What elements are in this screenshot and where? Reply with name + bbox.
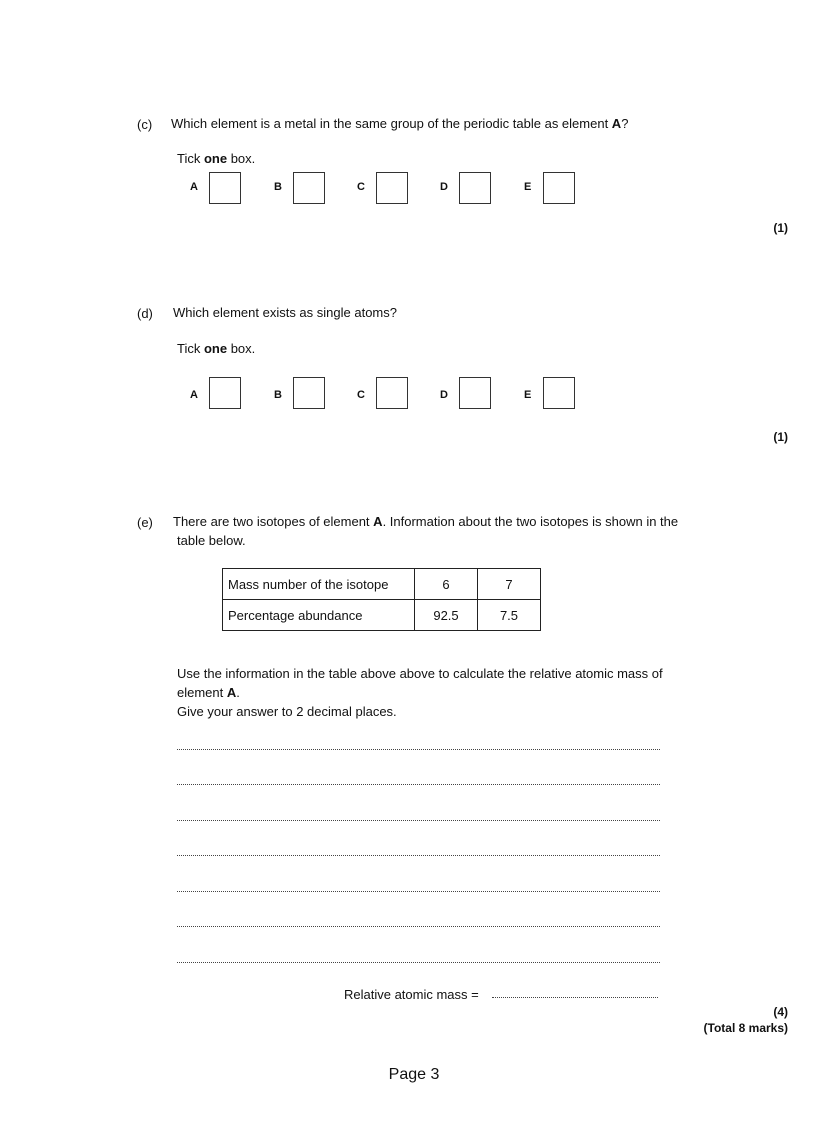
tick-bold: one bbox=[203, 151, 228, 166]
option-letter-d-a: A bbox=[190, 389, 198, 401]
instr-pre: element bbox=[177, 685, 227, 700]
part-c-letter: (c) bbox=[137, 117, 153, 132]
option-letter-d-e: E bbox=[524, 389, 532, 401]
tickbox-d-c[interactable] bbox=[376, 377, 408, 409]
final-answer-field[interactable] bbox=[492, 997, 658, 998]
part-c-question-text: Which element is a metal in the same group of the periodic table as element bbox=[171, 116, 612, 131]
instruction-line2 bbox=[177, 684, 240, 702]
isotope-table bbox=[222, 568, 541, 631]
row-label: Percentage abundance bbox=[223, 600, 415, 631]
part-d-marks: (1) bbox=[773, 430, 788, 444]
part-d-tick-instruction bbox=[177, 340, 255, 358]
tick-post: box. bbox=[227, 341, 256, 356]
option-letter-d-c: C bbox=[357, 389, 365, 401]
tickbox-c-d[interactable] bbox=[459, 172, 491, 204]
intro-bold: A bbox=[373, 514, 383, 529]
part-d-question: Which element exists as single atoms? bbox=[173, 305, 397, 320]
cell-value: 92.5 bbox=[415, 600, 478, 631]
option-letter-c-e: E bbox=[524, 181, 532, 193]
cell-value: 7.5 bbox=[478, 600, 541, 631]
answer-line[interactable] bbox=[177, 749, 660, 750]
intro-pre: There are two isotopes of element bbox=[173, 514, 374, 529]
option-letter-d-b: B bbox=[274, 389, 282, 401]
intro-post: . Information about the two isotopes is shown in the bbox=[382, 514, 679, 529]
part-e-marks: (4) bbox=[773, 1005, 788, 1019]
cell-value: 7 bbox=[478, 569, 541, 600]
tickbox-d-b[interactable] bbox=[293, 377, 325, 409]
page-number: Page 3 bbox=[388, 1066, 440, 1083]
answer-line[interactable] bbox=[177, 820, 660, 821]
answer-line[interactable] bbox=[177, 855, 660, 856]
answer-line[interactable] bbox=[177, 926, 660, 927]
tick-post: box. bbox=[227, 151, 256, 166]
tick-pre: Tick bbox=[177, 341, 204, 356]
row-label: Mass number of the isotope bbox=[223, 569, 415, 600]
part-e-intro bbox=[173, 513, 678, 531]
part-c-marks: (1) bbox=[773, 221, 788, 235]
answer-line[interactable] bbox=[177, 962, 660, 963]
tickbox-c-e[interactable] bbox=[543, 172, 575, 204]
tickbox-d-a[interactable] bbox=[209, 377, 241, 409]
tickbox-c-a[interactable] bbox=[209, 172, 241, 204]
instruction-line3: Give your answer to 2 decimal places. bbox=[177, 704, 397, 719]
table-row bbox=[223, 569, 541, 600]
part-c-question bbox=[171, 115, 628, 133]
option-letter-c-c: C bbox=[357, 181, 365, 193]
tickbox-d-d[interactable] bbox=[459, 377, 491, 409]
tickbox-d-e[interactable] bbox=[543, 377, 575, 409]
option-letter-d-d: D bbox=[440, 389, 448, 401]
option-letter-c-a: A bbox=[190, 181, 198, 193]
instruction-line1: Use the information in the table above above to calculate the relative atomic mass of bbox=[177, 666, 663, 681]
tick-bold: one bbox=[203, 341, 228, 356]
part-c-question-end: ? bbox=[621, 116, 629, 131]
relative-atomic-mass-label: Relative atomic mass = bbox=[344, 987, 479, 1002]
part-c-question-bold: A bbox=[611, 116, 622, 131]
option-letter-c-b: B bbox=[274, 181, 282, 193]
instr-bold: A bbox=[226, 685, 237, 700]
answer-line[interactable] bbox=[177, 891, 660, 892]
table-row bbox=[223, 600, 541, 631]
part-d-letter: (d) bbox=[137, 306, 153, 321]
part-c-tick-instruction bbox=[177, 150, 255, 168]
total-marks: (Total 8 marks) bbox=[703, 1021, 788, 1035]
option-letter-c-d: D bbox=[440, 181, 448, 193]
answer-line[interactable] bbox=[177, 784, 660, 785]
tick-pre: Tick bbox=[177, 151, 204, 166]
cell-value: 6 bbox=[415, 569, 478, 600]
tickbox-c-b[interactable] bbox=[293, 172, 325, 204]
part-e-letter: (e) bbox=[137, 515, 153, 530]
tickbox-c-c[interactable] bbox=[376, 172, 408, 204]
instr-post: . bbox=[236, 685, 240, 700]
part-e-intro-line2: table below. bbox=[177, 533, 246, 548]
